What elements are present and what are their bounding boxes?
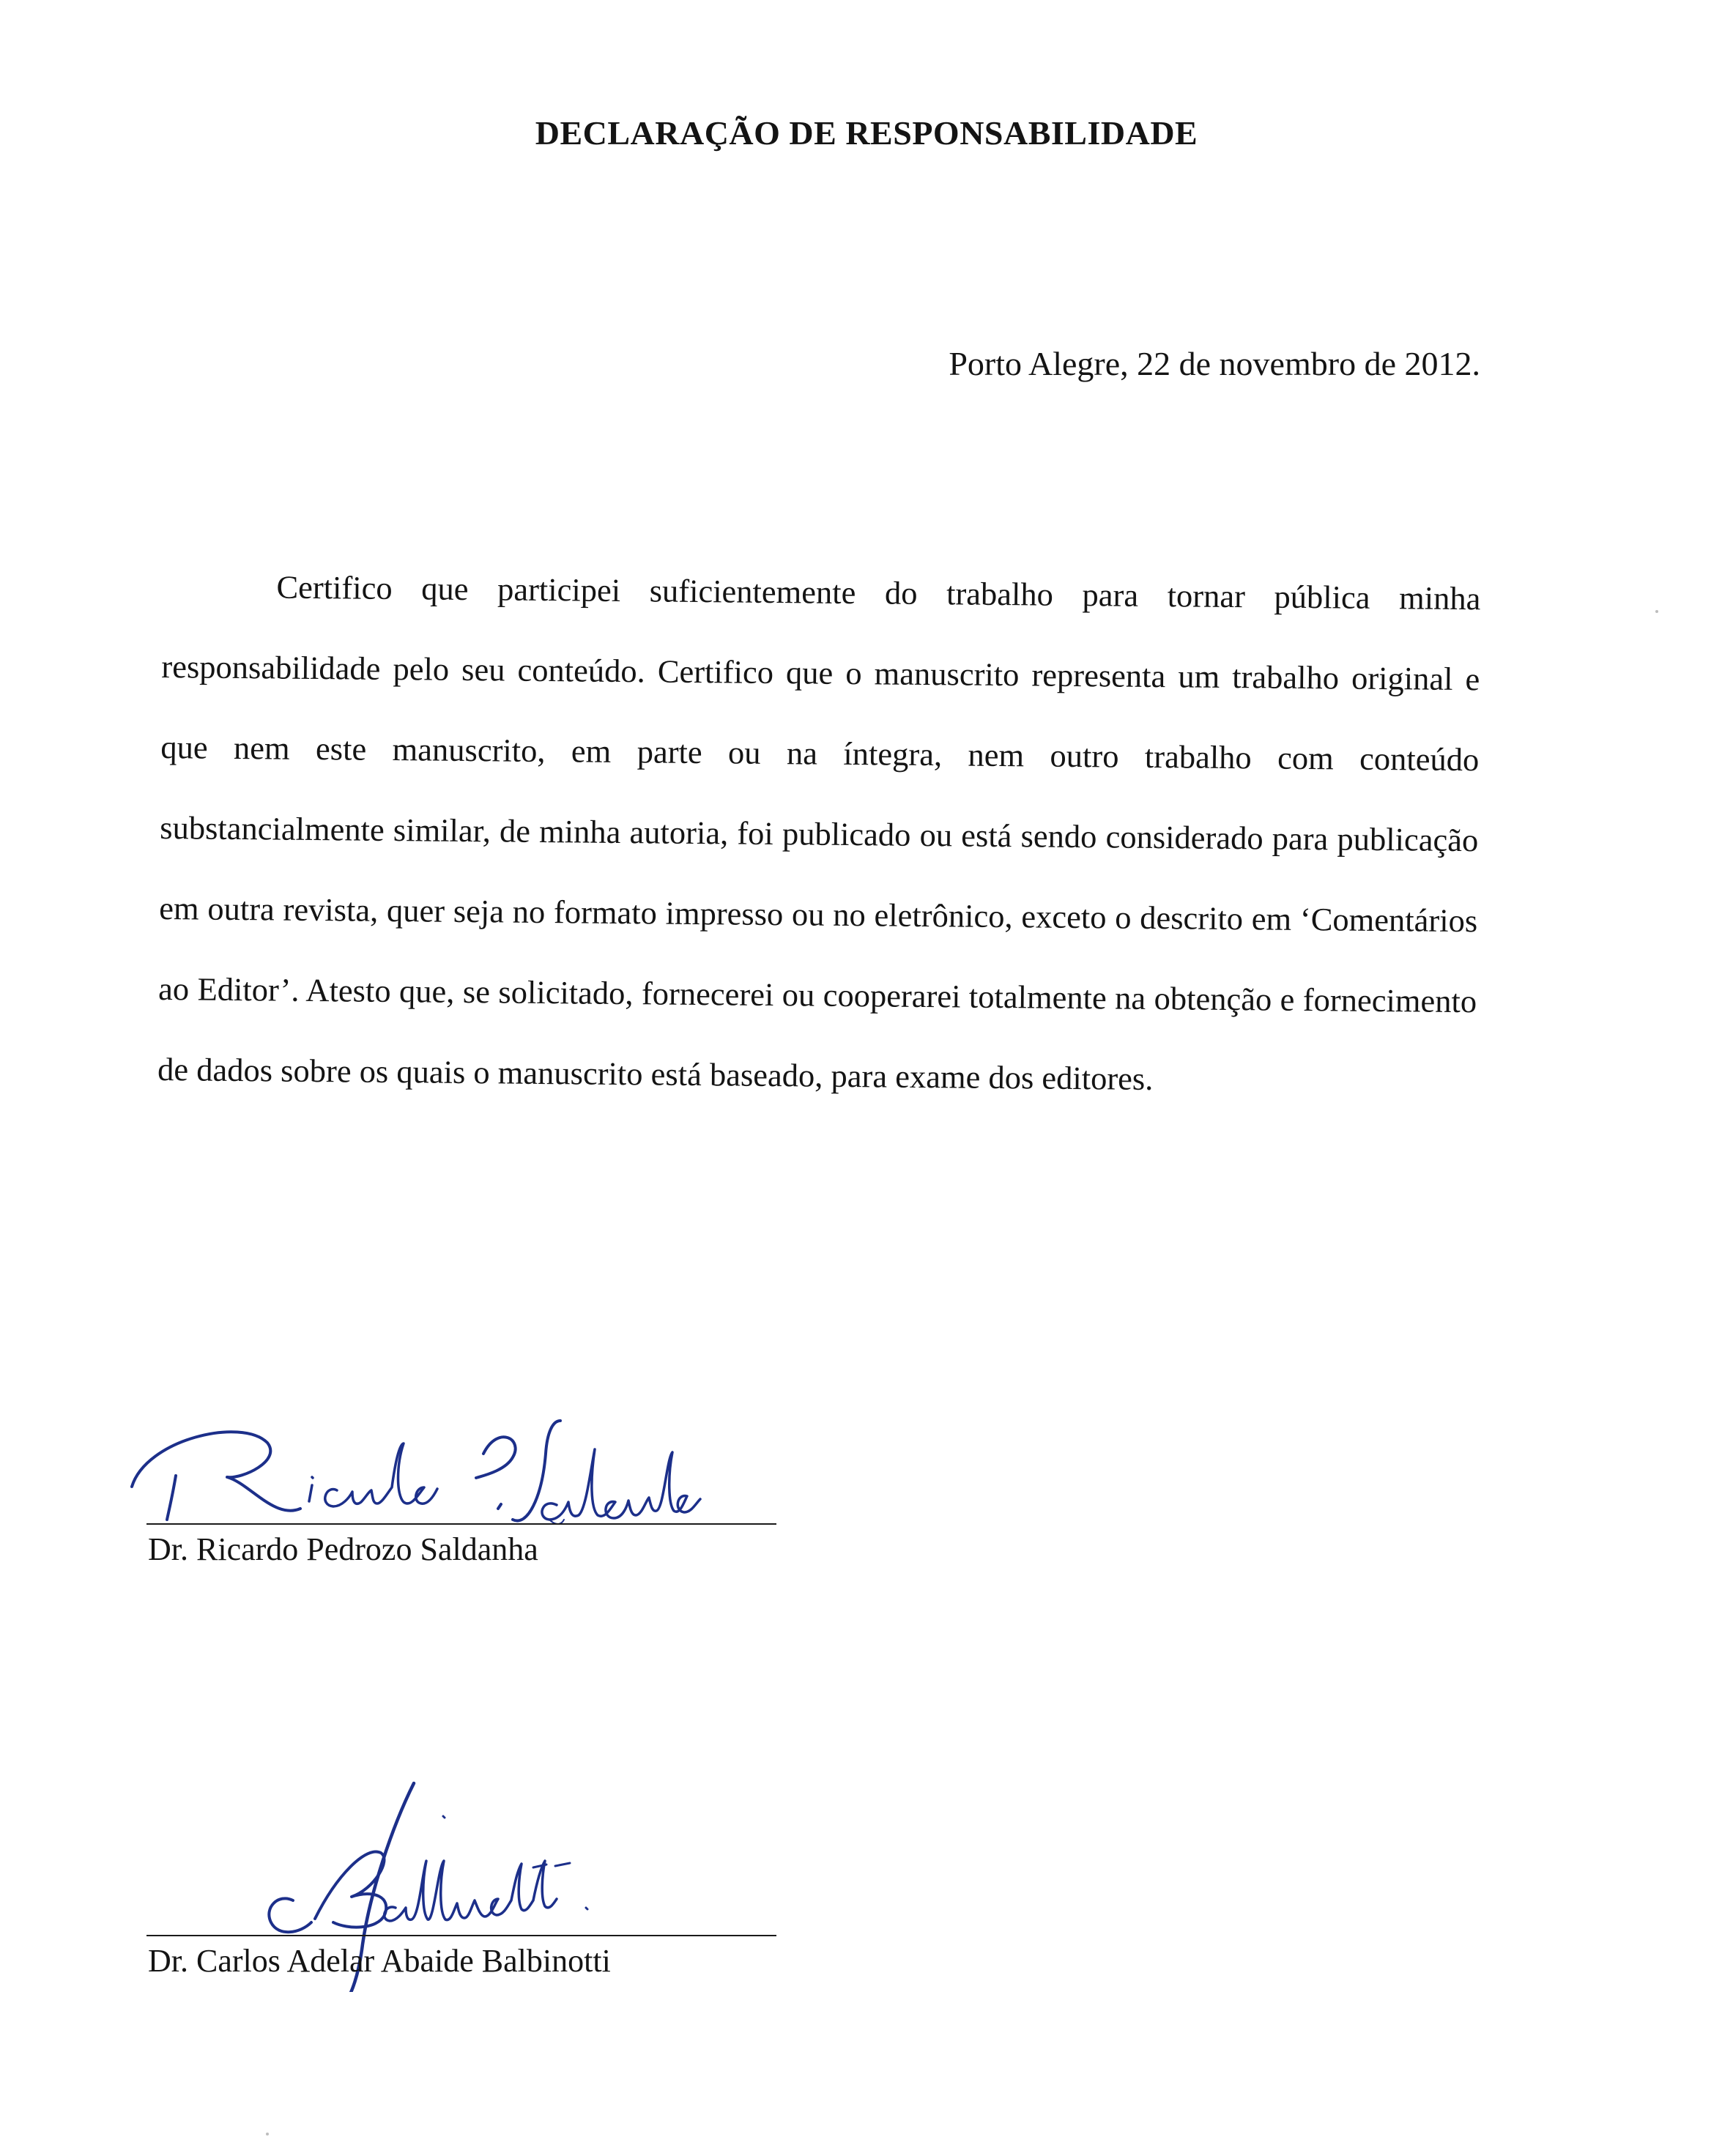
signer-name-balbinotti: Dr. Carlos Adelar Abaide Balbinotti xyxy=(148,1943,611,1979)
declaration-paragraph: Certifico que participei suficientemente do trabalho para tornar pública minha responsabilidade pelo seu conteúdo. Certifico que o manuscrito representa um trabalho original e que nem este manuscrito, em parte ou na íntegra, nem outro trabalho com conteúdo substancialmente similar, de minha autoria, foi publicado ou está sendo considerado para publicação em outra revista, quer seja no formato impresso ou no eletrônico, exceto o descrito em ‘Comentários ao Editor’. Atesto que, se solicitado, fornecerei ou cooperarei totalmente na obtenção e fornecimento de dados sobre os quais o manuscrito está baseado, para exame dos editores. xyxy=(157,568,1481,1098)
signature-line xyxy=(146,1523,776,1525)
document-title: DECLARAÇÃO DE RESPONSABILIDADE xyxy=(535,114,1198,152)
date-line: Porto Alegre, 22 de novembro de 2012. xyxy=(949,345,1480,382)
signature-block-saldanha xyxy=(117,1410,776,1600)
signature-block-balbinotti xyxy=(117,1772,776,2007)
signature-line xyxy=(146,1935,776,1936)
signer-name-saldanha: Dr. Ricardo Pedrozo Saldanha xyxy=(148,1531,538,1567)
